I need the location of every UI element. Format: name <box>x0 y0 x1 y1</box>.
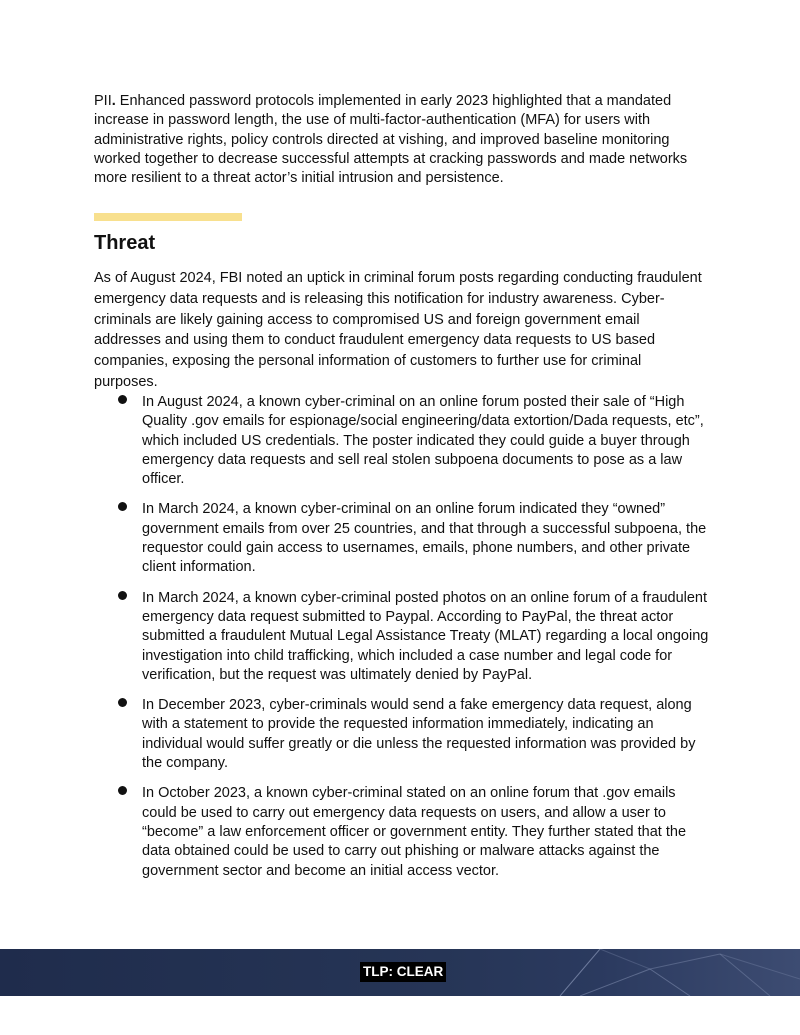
list-item <box>118 784 710 880</box>
list-item-text: In March 2024, a known cyber-criminal on an online forum indicated they “owned” government emails from over 25 countries, and that through a successful subpoena, the requestor could gain access to usernames, emails, phone numbers, and other private client information. <box>142 501 707 576</box>
bullet-icon <box>118 502 127 511</box>
footer-banner <box>0 949 800 996</box>
list-item <box>118 500 710 577</box>
list-item-text: In March 2024, a known cyber-criminal posted photos on an online forum of a fraudulent emergency data request submitted to Paypal. According to PayPal, the threat actor submitted a fraudulent Mutual Legal Assistance Treaty (MLAT) regarding a local ongoing investigation into child trafficking, which included a case number and legal code for verification, but the request was ultimately denied by PayPal. <box>142 589 709 683</box>
section-lead-paragraph: As of August 2024, FBI noted an uptick in criminal forum posts regarding conducting fraudulent emergency data requests and is releasing this notification for industry awareness. Cyber-criminals are likely gaining access to compromised US and foreign government email addresses and using them to conduct fraudulent emergency data requests to US based companies, exposing the personal information of customers to further use for criminal purposes. <box>94 270 702 390</box>
tlp-label: TLP: CLEAR <box>360 962 446 982</box>
intro-text: Enhanced password protocols implemented in early 2023 highlighted that a mandated increase in password length, the use of multi-factor-authentication (MFA) for users with administrative rights, policy controls directed at vishing, and improved baseline monitoring worked together to decrease successful attempts at cracking passwords and made networks more resilient to a threat actor’s initial intrusion and persistence. <box>94 93 688 187</box>
intro-paragraph-container <box>94 92 708 188</box>
bullet-icon <box>118 591 127 600</box>
list-item <box>118 696 710 773</box>
intro-prefix: PII <box>94 93 112 109</box>
list-item <box>118 589 710 685</box>
footer-decoration-graphic <box>540 949 800 996</box>
intro-period: . <box>111 93 116 109</box>
threat-bullet-list <box>118 393 710 892</box>
bullet-icon <box>118 395 127 404</box>
bullet-icon <box>118 786 127 795</box>
bullet-icon <box>118 698 127 707</box>
section-accent-bar <box>94 213 242 221</box>
section-heading: Threat <box>94 232 156 254</box>
list-item-text: In December 2023, cyber-criminals would send a fake emergency data request, along with a statement to provide the requested information immediately, indicating an individual would suffer greatly or die unless the requested information was provided by the company. <box>142 697 696 772</box>
list-item-text: In August 2024, a known cyber-criminal on an online forum posted their sale of “High Quality .gov emails for espionage/social engineering/data extortion/Dada requests, etc”, which included US credentials. The poster indicated they could guide a buyer through emergency data requests and sell real stolen subpoena documents to pose as a law officer. <box>142 394 704 488</box>
list-item <box>118 393 710 489</box>
list-item-text: In October 2023, a known cyber-criminal stated on an online forum that .gov emails could be used to carry out emergency data requests on users, and allow a user to “become” a law enforcement officer or government entity. They further stated that the data obtained could be used to carry out phishing or malware attacks against the government sector and become an initial access vector. <box>142 785 687 879</box>
intro-paragraph <box>94 92 708 188</box>
